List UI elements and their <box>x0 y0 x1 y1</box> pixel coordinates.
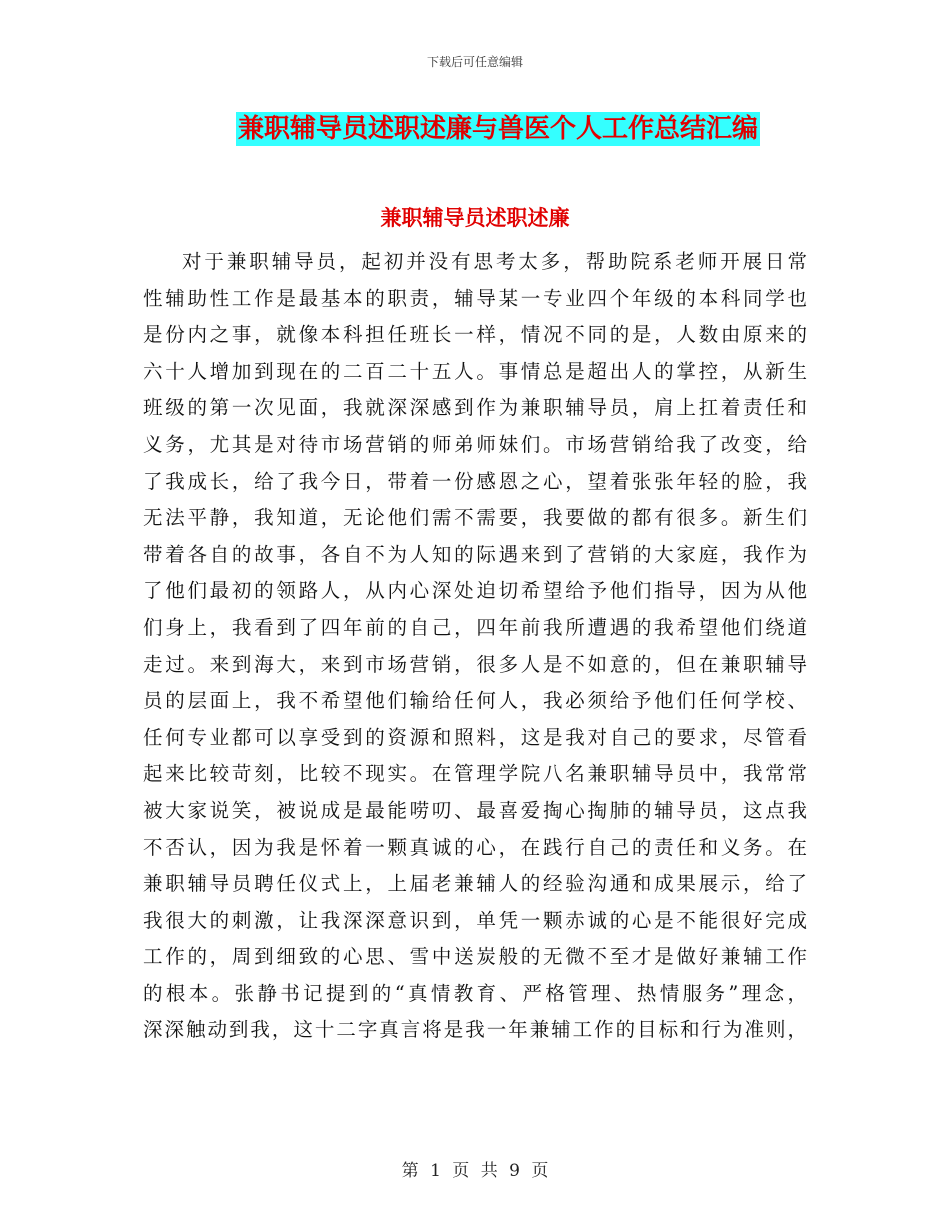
body-paragraph <box>143 244 807 1049</box>
paragraph-line: 班级的第一次见面，我就深深感到作为兼职辅导员，肩上扛着责任和 <box>143 396 807 420</box>
paragraph-line: 员的层面上，我不希望他们输给任何人，我必须给予他们任何学校、 <box>143 689 807 713</box>
paragraph-line: 我很大的刺激，让我深深意识到，单凭一颗赤诚的心是不能很好完成 <box>143 908 807 932</box>
paragraph-line: 起来比较苛刻，比较不现实。在管理学院八名兼职辅导员中，我常常 <box>143 762 807 786</box>
document-title: 兼职辅导员述职述廉与兽医个人工作总结汇编 <box>237 114 758 144</box>
paragraph-line: 是份内之事，就像本科担任班长一样，情况不同的是，人数由原来的 <box>143 323 807 347</box>
page-footer: 第 1 页 共 9 页 <box>401 1161 549 1181</box>
paragraph-line: 无法平静，我知道，无论他们需不需要，我要做的都有很多。新生们 <box>143 506 807 530</box>
paragraph-line: 的根本。张静书记提到的“真情教育、严格管理、热情服务”理念， <box>143 981 807 1005</box>
paragraph-line: 性辅助性工作是最基本的职责，辅导某一专业四个年级的本科同学也 <box>143 286 807 310</box>
paragraph-line: 义务，尤其是对待市场营销的师弟师妹们。市场营销给我了改变，给 <box>143 432 807 456</box>
paragraph-line: 对于兼职辅导员，起初并没有思考太多，帮助院系老师开展日常 <box>182 250 807 273</box>
paragraph-line: 六十人增加到现在的二百二十五人。事情总是超出人的掌控，从新生 <box>143 359 807 383</box>
paragraph-line: 兼职辅导员聘任仪式上，上届老兼辅人的经验沟通和成果展示，给了 <box>143 872 807 896</box>
paragraph-line: 了我成长，给了我今日，带着一份感恩之心，望着张张年轻的脸，我 <box>143 469 807 493</box>
document-title-container <box>0 112 950 146</box>
paragraph-line: 深深触动到我，这十二字真言将是我一年兼辅工作的目标和行为准则， <box>143 1018 807 1042</box>
paragraph-line: 不否认，因为我是怀着一颗真诚的心，在践行自己的责任和义务。在 <box>143 835 807 859</box>
paragraph-line: 们身上，我看到了四年前的自己，四年前我所遭遇的我希望他们绕道 <box>143 615 807 639</box>
paragraph-line: 被大家说笑，被说成是最能唠叨、最喜爱掏心掏肺的辅导员，这点我 <box>143 798 807 822</box>
paragraph-line: 了他们最初的领路人，从内心深处迫切希望给予他们指导，因为从他 <box>143 579 807 603</box>
paragraph-line: 工作的，周到细致的心思、雪中送炭般的无微不至才是做好兼辅工作 <box>143 945 807 969</box>
paragraph-line: 带着各自的故事，各自不为人知的际遇来到了营销的大家庭，我作为 <box>143 542 807 566</box>
header-note: 下载后可任意编辑 <box>426 55 523 69</box>
paragraph-line: 任何专业都可以享受到的资源和照料，这是我对自己的要求，尽管看 <box>143 725 807 749</box>
section-title: 兼职辅导员述职述廉 <box>380 206 570 230</box>
paragraph-line: 走过。来到海大，来到市场营销，很多人是不如意的，但在兼职辅导 <box>143 652 807 676</box>
